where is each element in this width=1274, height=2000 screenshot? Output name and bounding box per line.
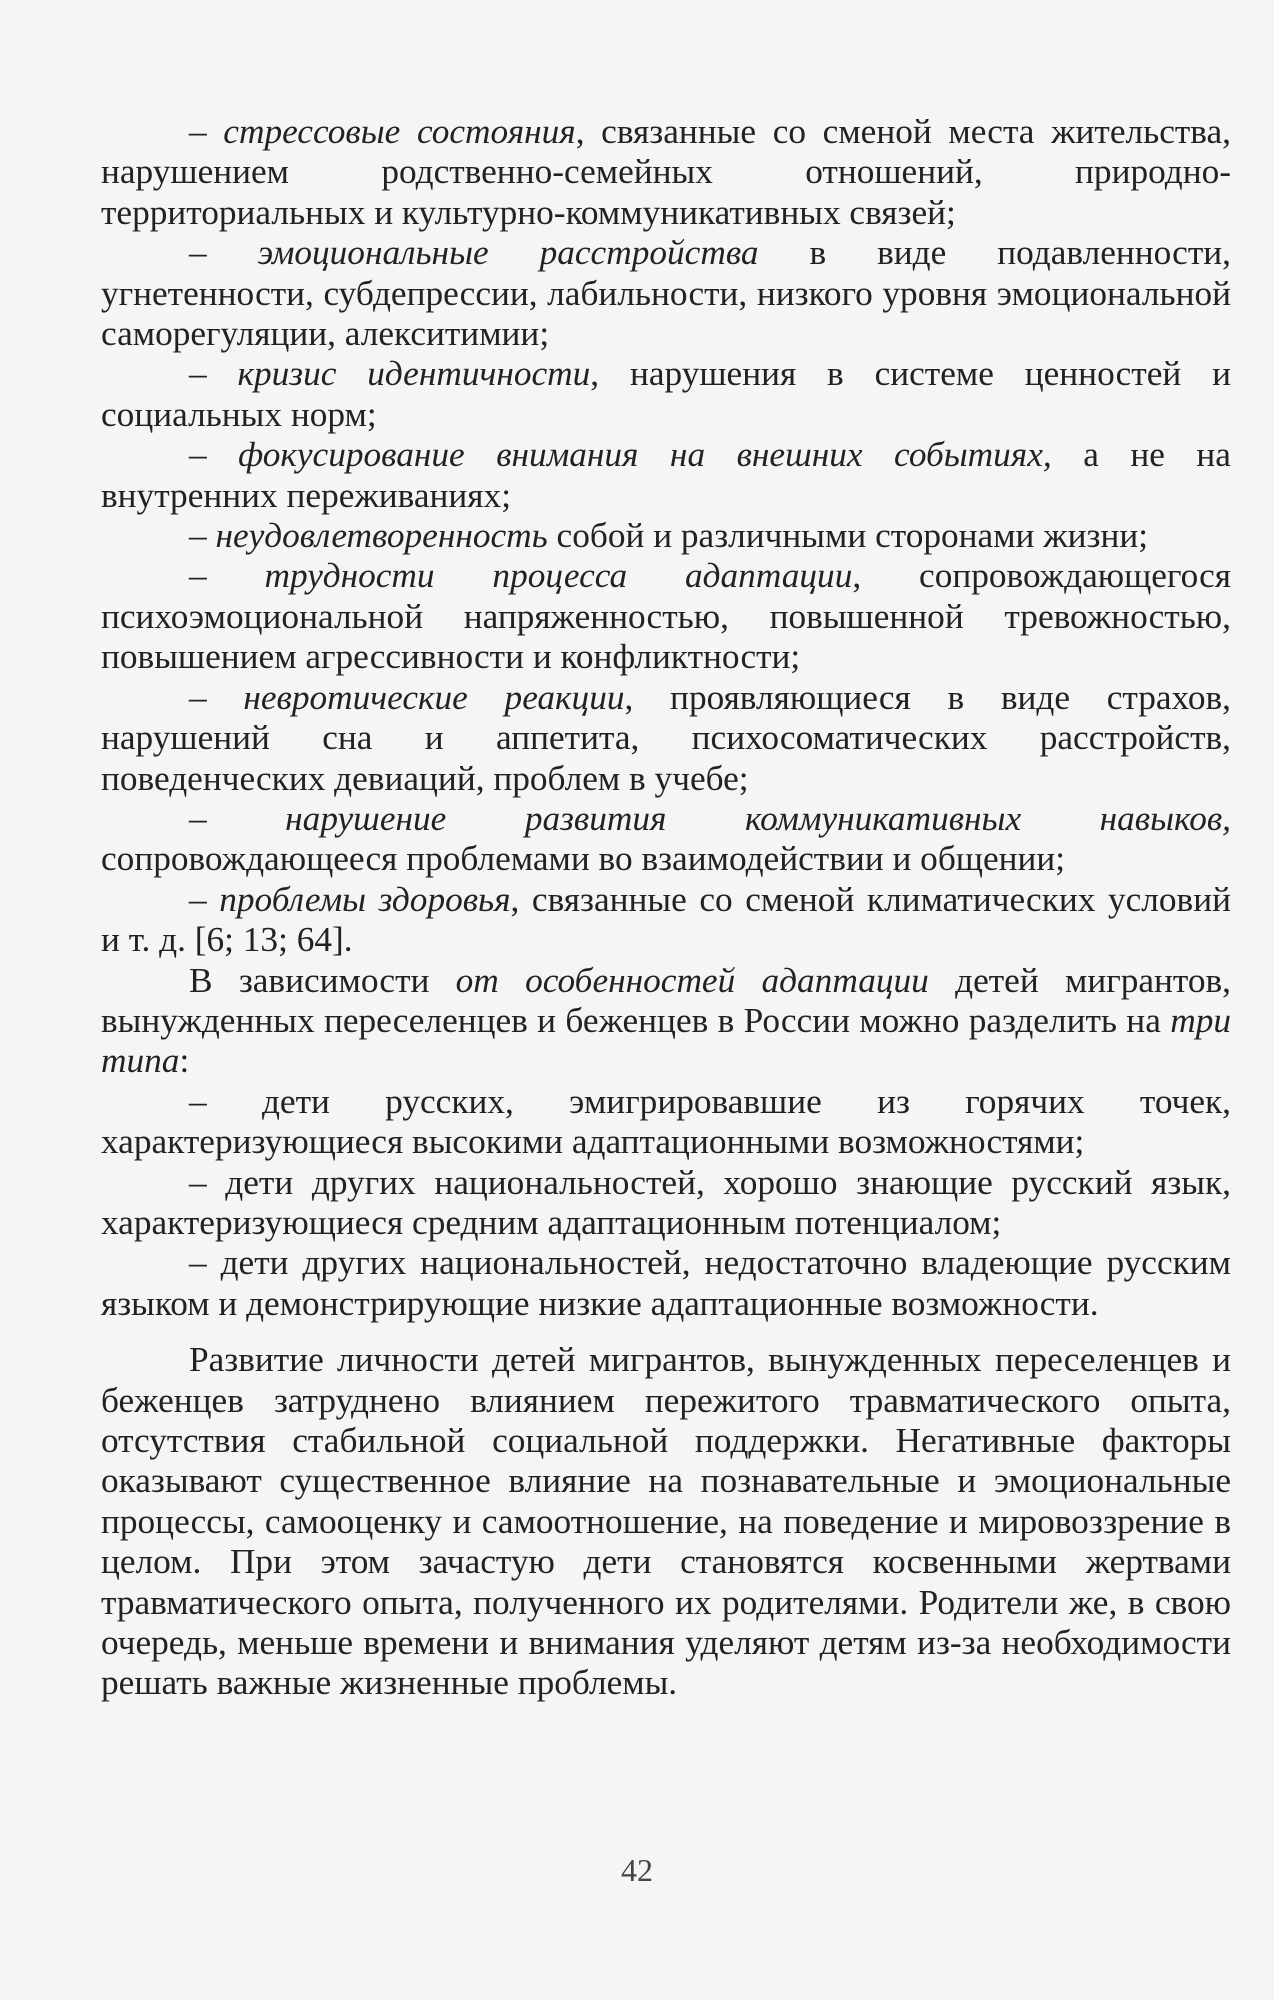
paragraph-lead: В зависимости (189, 960, 456, 1000)
list-item-term: стрессовые состояния (223, 112, 576, 151)
list-item-neurotic-reactions (101, 678, 1231, 799)
list-dash: – (189, 112, 224, 151)
list-item-text: , сопровождающегося психоэмоциональной напряженностью, повышенной тревожностью, повышением агрессивности и конфликтности; (101, 556, 1231, 677)
list-item-text: , связанные со сменой места жительства, нарушением родственно-семейных отношений, природно-территориальных и культурно-коммуникативных связей; (101, 112, 1231, 232)
list-item-attention-focus (101, 435, 1231, 516)
list-item-term: трудности процесса адаптации (264, 556, 853, 596)
paragraph-text: детей мигрантов, вынужденных переселенцев и беженцев в России можно разделить на (101, 960, 1231, 1040)
list-item-type-high: – дети русских, эмигрировавшие из горячих точек, характеризующиеся высокими адаптационными возможностями; (101, 1081, 1231, 1162)
list-dash: – (189, 677, 244, 717)
list-item-text: , нарушения в системе ценностей и социальных норм; (101, 354, 1231, 434)
list-item-term: неудовлетворенность (215, 516, 548, 556)
list-dash: – (189, 798, 286, 838)
list-item-stress-states (101, 112, 1231, 233)
list-item-text: в виде подавленности, угнетенности, субдепрессии, лабильности, низкого уровня эмоциональной саморегуляции, алекситимии; (101, 233, 1231, 354)
list-item-text: сопровождающееся проблемами во взаимодействии и общении; (101, 839, 1066, 879)
list-item-adaptation-difficulties (101, 556, 1231, 677)
page-body (101, 112, 1231, 1704)
list-dash: – (189, 354, 238, 394)
paragraph-adaptation-types (101, 961, 1231, 1082)
list-item-term: невротические реакции (243, 677, 625, 717)
list-item-text: собой и различными сторонами жизни; (547, 516, 1149, 556)
paragraph-emphasis: от особенностей адаптации (455, 960, 929, 1000)
list-item-term: эмоциональные расстройства (257, 233, 759, 273)
list-item-communication-skills (101, 799, 1231, 880)
paragraph-tail: : (179, 1041, 190, 1081)
list-item-term: кризис идентичности (237, 354, 591, 394)
page-number: 42 (621, 1852, 653, 1888)
list-item-term: нарушение развития коммуникативных навыков, (285, 798, 1231, 838)
list-item-text: , связанные со сменой климатических условий и т. д. [6; 13; 64]. (101, 879, 1231, 960)
list-item-term: фокусирование внимания на внешних событиях, (238, 435, 1052, 475)
paragraph-personality-development: Развитие личности детей мигрантов, вынужденных переселенцев и беженцев затруднено влиянием пережитого травматического опыта, отсутствия стабильной социальной поддержки. Негативные факторы оказывают существенное влияние на познавательные и эмоциональные процессы, самооценку и самоотношение, на поведение и мировоззрение в целом. При этом зачастую дети становятся косвенными жертвами травматического опыта, полученного их родителями. Родители же, в свою очередь, меньше времени и внимания уделяют детям из-за необходимости решать важные жизненные проблемы. (101, 1340, 1231, 1703)
list-item-emotional-disorders (101, 233, 1231, 354)
list-item-text: , проявляющиеся в виде страхов, нарушений сна и аппетита, психосоматических расстройств, поведенческих девиаций, проблем в учебе; (101, 677, 1231, 798)
list-item-health-problems (101, 880, 1231, 961)
list-item-dissatisfaction (101, 516, 1231, 556)
list-item-text: а не на внутренних переживаниях; (101, 435, 1231, 515)
list-item-term: проблемы здоровья (219, 879, 511, 919)
list-item-type-medium: – дети других национальностей, хорошо знающие русский язык, характеризующиеся средним адаптационным потенциалом; (101, 1162, 1231, 1242)
list-dash: – (189, 556, 265, 596)
list-item-identity-crisis (101, 354, 1231, 435)
list-dash: – (189, 516, 216, 556)
list-dash: – (189, 233, 258, 273)
list-dash: – (189, 435, 239, 475)
paragraph-emphasis: три типа (101, 1000, 1231, 1081)
list-dash: – (189, 879, 220, 919)
list-item-type-low: – дети других национальностей, недостаточно владеющие русским языком и демонстрирующие низкие адаптационные возможности. (101, 1243, 1231, 1323)
